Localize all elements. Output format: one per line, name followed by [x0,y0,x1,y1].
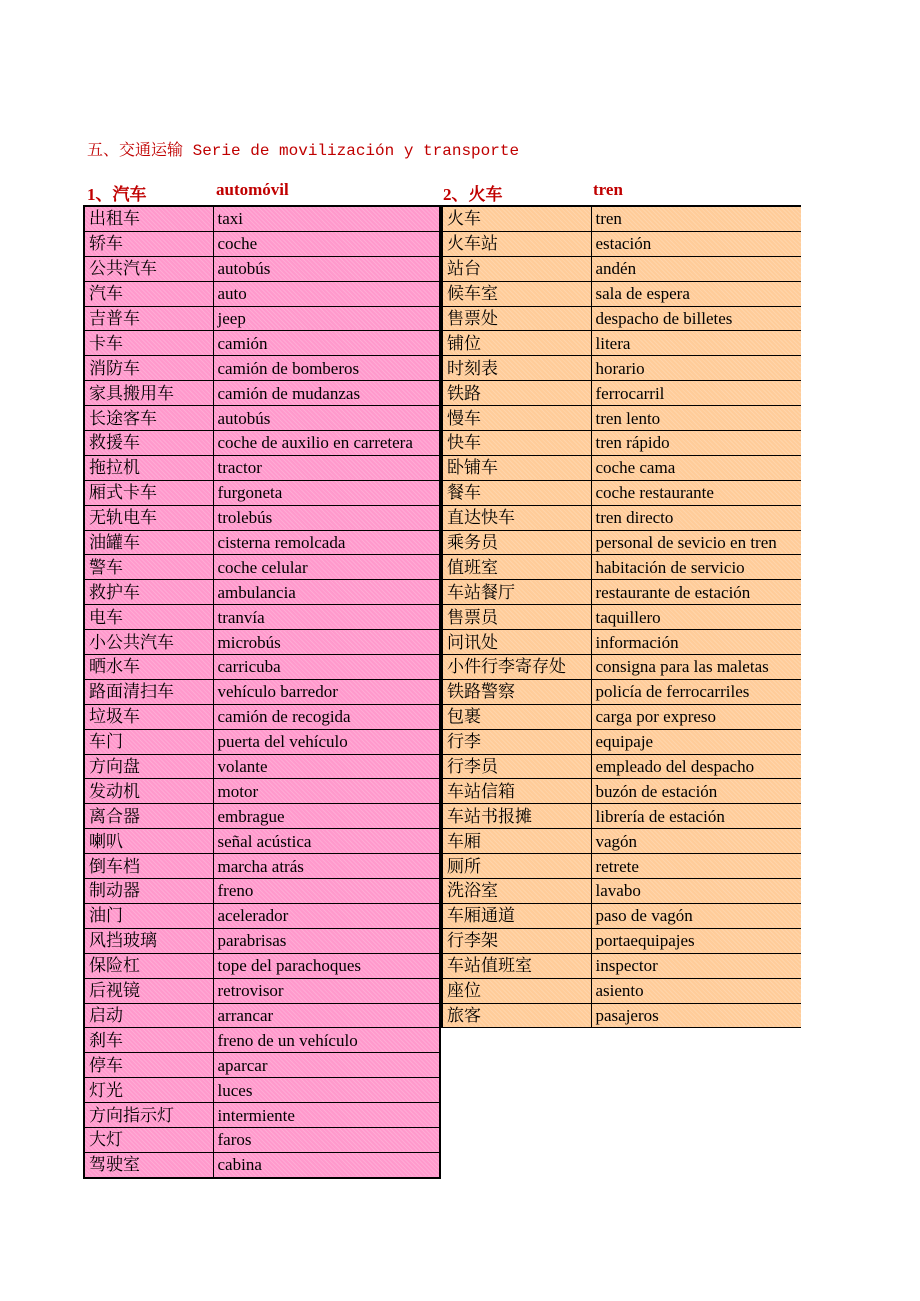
spanish-term-cell: trolebús [213,505,440,530]
chinese-term-cell: 直达快车 [442,505,591,530]
chinese-term-cell: 停车 [84,1053,213,1078]
chinese-term-cell: 汽车 [84,281,213,306]
chinese-term-cell: 车站书报摊 [442,804,591,829]
table-row [84,381,440,406]
table-row [442,903,801,928]
chinese-term-cell: 值班室 [442,555,591,580]
table-row [84,903,440,928]
chinese-term-cell: 铺位 [442,331,591,356]
chinese-term-cell: 无轨电车 [84,505,213,530]
spanish-term-cell: lavabo [591,879,801,904]
table-row [442,729,801,754]
spanish-term-cell: coche [213,231,440,256]
spanish-term-cell: tranvía [213,605,440,630]
chinese-term-cell: 问讯处 [442,630,591,655]
table-row [442,480,801,505]
chinese-term-cell: 救护车 [84,580,213,605]
table-row [442,779,801,804]
chinese-term-cell: 保险杠 [84,953,213,978]
chinese-term-cell: 行李 [442,729,591,754]
chinese-term-cell: 时刻表 [442,356,591,381]
chinese-term-cell: 洗浴室 [442,879,591,904]
chinese-term-cell: 晒水车 [84,655,213,680]
table-row [84,829,440,854]
page-title: 五、交通运输 Serie de movilización y transporte [87,142,520,160]
table-row [84,804,440,829]
spanish-term-cell: empleado del despacho [591,754,801,779]
table-row [84,231,440,256]
spanish-term-cell: vagón [591,829,801,854]
spanish-term-cell: ferrocarril [591,381,801,406]
spanish-term-cell: despacho de billetes [591,306,801,331]
table-row [442,406,801,431]
spanish-term-cell: freno [213,879,440,904]
vocab-table-car [83,205,441,1179]
table-row [84,1152,440,1177]
chinese-term-cell: 发动机 [84,779,213,804]
chinese-term-cell: 消防车 [84,356,213,381]
section-heading-train-zh: 2、火车 [443,185,503,204]
chinese-term-cell: 包裹 [442,704,591,729]
chinese-term-cell: 铁路警察 [442,679,591,704]
chinese-term-cell: 救援车 [84,431,213,456]
spanish-term-cell: auto [213,281,440,306]
spanish-term-cell: motor [213,779,440,804]
spanish-term-cell: tractor [213,455,440,480]
table-row [84,406,440,431]
table-row [84,754,440,779]
section-heading-train-es: tren [593,180,623,199]
spanish-term-cell: retrovisor [213,978,440,1003]
chinese-term-cell: 油罐车 [84,530,213,555]
table-row [84,206,440,231]
spanish-term-cell: tren lento [591,406,801,431]
chinese-term-cell: 乘务员 [442,530,591,555]
chinese-term-cell: 餐车 [442,480,591,505]
spanish-term-cell: policía de ferrocarriles [591,679,801,704]
table-row [84,1053,440,1078]
section-heading-car-zh: 1、汽车 [87,185,147,204]
table-row [84,505,440,530]
table-row [84,630,440,655]
table-row [442,505,801,530]
chinese-term-cell: 车站信箱 [442,779,591,804]
chinese-term-cell: 小公共汽车 [84,630,213,655]
spanish-term-cell: faros [213,1127,440,1152]
chinese-term-cell: 方向指示灯 [84,1103,213,1128]
table-row [442,605,801,630]
spanish-term-cell: marcha atrás [213,854,440,879]
spanish-term-cell: restaurante de estación [591,580,801,605]
table-row [442,829,801,854]
table-row [84,555,440,580]
spanish-term-cell: señal acústica [213,829,440,854]
table-row [442,206,801,231]
table-row [84,704,440,729]
section-heading-car-es: automóvil [216,180,289,199]
spanish-term-cell: equipaje [591,729,801,754]
spanish-term-cell: cabina [213,1152,440,1177]
spanish-term-cell: taquillero [591,605,801,630]
table-row [442,655,801,680]
spanish-term-cell: puerta del vehículo [213,729,440,754]
spanish-term-cell: pasajeros [591,1003,801,1028]
spanish-term-cell: autobús [213,406,440,431]
chinese-term-cell: 铁路 [442,381,591,406]
chinese-term-cell: 座位 [442,978,591,1003]
table-row [442,455,801,480]
table-row [442,854,801,879]
chinese-term-cell: 刹车 [84,1028,213,1053]
chinese-term-cell: 电车 [84,605,213,630]
table-row [442,356,801,381]
table-row [442,256,801,281]
table-row [84,1103,440,1128]
table-row [84,331,440,356]
table-row [442,1003,801,1028]
table-row [84,655,440,680]
table-row [84,854,440,879]
spanish-term-cell: portaequipajes [591,928,801,953]
chinese-term-cell: 后视镜 [84,978,213,1003]
chinese-term-cell: 吉普车 [84,306,213,331]
spanish-term-cell: coche de auxilio en carretera [213,431,440,456]
chinese-term-cell: 厢式卡车 [84,480,213,505]
table-row [84,306,440,331]
chinese-term-cell: 出租车 [84,206,213,231]
chinese-term-cell: 离合器 [84,804,213,829]
table-row [84,605,440,630]
table-row [442,879,801,904]
chinese-term-cell: 灯光 [84,1078,213,1103]
table-row [442,804,801,829]
spanish-term-cell: carricuba [213,655,440,680]
chinese-term-cell: 车站值班室 [442,953,591,978]
chinese-term-cell: 轿车 [84,231,213,256]
spanish-term-cell: buzón de estación [591,779,801,804]
table-row [84,256,440,281]
table-row [84,879,440,904]
spanish-term-cell: inspector [591,953,801,978]
spanish-term-cell: vehículo barredor [213,679,440,704]
chinese-term-cell: 火车 [442,206,591,231]
chinese-term-cell: 大灯 [84,1127,213,1152]
table-row [442,679,801,704]
table-row [84,1028,440,1053]
spanish-term-cell: microbús [213,630,440,655]
spanish-term-cell: personal de sevicio en tren [591,530,801,555]
spanish-term-cell: arrancar [213,1003,440,1028]
chinese-term-cell: 制动器 [84,879,213,904]
spanish-term-cell: retrete [591,854,801,879]
spanish-term-cell: volante [213,754,440,779]
table-row [442,630,801,655]
spanish-term-cell: tope del parachoques [213,953,440,978]
spanish-term-cell: información [591,630,801,655]
chinese-term-cell: 卡车 [84,331,213,356]
spanish-term-cell: luces [213,1078,440,1103]
spanish-term-cell: paso de vagón [591,903,801,928]
spanish-term-cell: camión de recogida [213,704,440,729]
chinese-term-cell: 车站餐厅 [442,580,591,605]
table-row [442,754,801,779]
spanish-term-cell: aparcar [213,1053,440,1078]
spanish-term-cell: furgoneta [213,480,440,505]
chinese-term-cell: 路面清扫车 [84,679,213,704]
chinese-term-cell: 旅客 [442,1003,591,1028]
chinese-term-cell: 小件行李寄存处 [442,655,591,680]
chinese-term-cell: 警车 [84,555,213,580]
spanish-term-cell: tren [591,206,801,231]
chinese-term-cell: 车厢 [442,829,591,854]
chinese-term-cell: 倒车档 [84,854,213,879]
chinese-term-cell: 行李架 [442,928,591,953]
spanish-term-cell: asiento [591,978,801,1003]
table-row [84,779,440,804]
spanish-term-cell: estación [591,231,801,256]
chinese-term-cell: 方向盘 [84,754,213,779]
table-row [84,1127,440,1152]
chinese-term-cell: 车厢通道 [442,903,591,928]
chinese-term-cell: 驾驶室 [84,1152,213,1177]
spanish-term-cell: librería de estación [591,804,801,829]
spanish-term-cell: coche celular [213,555,440,580]
spanish-term-cell: camión [213,331,440,356]
spanish-term-cell: embrague [213,804,440,829]
table-row [84,281,440,306]
chinese-term-cell: 卧铺车 [442,455,591,480]
spanish-term-cell: andén [591,256,801,281]
table-row [84,928,440,953]
table-row [442,555,801,580]
spanish-term-cell: camión de bomberos [213,356,440,381]
table-row [442,281,801,306]
spanish-term-cell: consigna para las maletas [591,655,801,680]
chinese-term-cell: 风挡玻璃 [84,928,213,953]
table-row [442,331,801,356]
chinese-term-cell: 售票员 [442,605,591,630]
chinese-term-cell: 行李员 [442,754,591,779]
chinese-term-cell: 启动 [84,1003,213,1028]
spanish-term-cell: cisterna remolcada [213,530,440,555]
spanish-term-cell: acelerador [213,903,440,928]
spanish-term-cell: coche restaurante [591,480,801,505]
chinese-term-cell: 站台 [442,256,591,281]
spanish-term-cell: freno de un vehículo [213,1028,440,1053]
table-row [442,231,801,256]
table-row [442,953,801,978]
table-row [442,928,801,953]
spanish-term-cell: ambulancia [213,580,440,605]
table-row [84,679,440,704]
chinese-term-cell: 喇叭 [84,829,213,854]
table-row [442,431,801,456]
spanish-term-cell: sala de espera [591,281,801,306]
spanish-term-cell: tren directo [591,505,801,530]
table-row [442,580,801,605]
table-row [84,356,440,381]
spanish-term-cell: carga por expreso [591,704,801,729]
spanish-term-cell: parabrisas [213,928,440,953]
table-row [84,530,440,555]
chinese-term-cell: 车门 [84,729,213,754]
vocab-table-train [441,205,801,1028]
table-row [442,306,801,331]
chinese-term-cell: 长途客车 [84,406,213,431]
chinese-term-cell: 公共汽车 [84,256,213,281]
table-row [442,381,801,406]
spanish-term-cell: coche cama [591,455,801,480]
spanish-term-cell: intermiente [213,1103,440,1128]
spanish-term-cell: habitación de servicio [591,555,801,580]
table-row [442,978,801,1003]
chinese-term-cell: 油门 [84,903,213,928]
table-row [84,431,440,456]
table-row [84,1003,440,1028]
table-row [84,480,440,505]
table-row [442,530,801,555]
chinese-term-cell: 火车站 [442,231,591,256]
chinese-term-cell: 快车 [442,431,591,456]
table-row [84,729,440,754]
table-row [84,978,440,1003]
chinese-term-cell: 售票处 [442,306,591,331]
chinese-term-cell: 厕所 [442,854,591,879]
chinese-term-cell: 家具搬用车 [84,381,213,406]
table-row [84,580,440,605]
spanish-term-cell: autobús [213,256,440,281]
chinese-term-cell: 拖拉机 [84,455,213,480]
table-row [84,953,440,978]
spanish-term-cell: camión de mudanzas [213,381,440,406]
spanish-term-cell: horario [591,356,801,381]
spanish-term-cell: tren rápido [591,431,801,456]
spanish-term-cell: jeep [213,306,440,331]
spanish-term-cell: taxi [213,206,440,231]
chinese-term-cell: 垃圾车 [84,704,213,729]
spanish-term-cell: litera [591,331,801,356]
table-row [84,455,440,480]
chinese-term-cell: 慢车 [442,406,591,431]
chinese-term-cell: 候车室 [442,281,591,306]
table-row [442,704,801,729]
table-row [84,1078,440,1103]
